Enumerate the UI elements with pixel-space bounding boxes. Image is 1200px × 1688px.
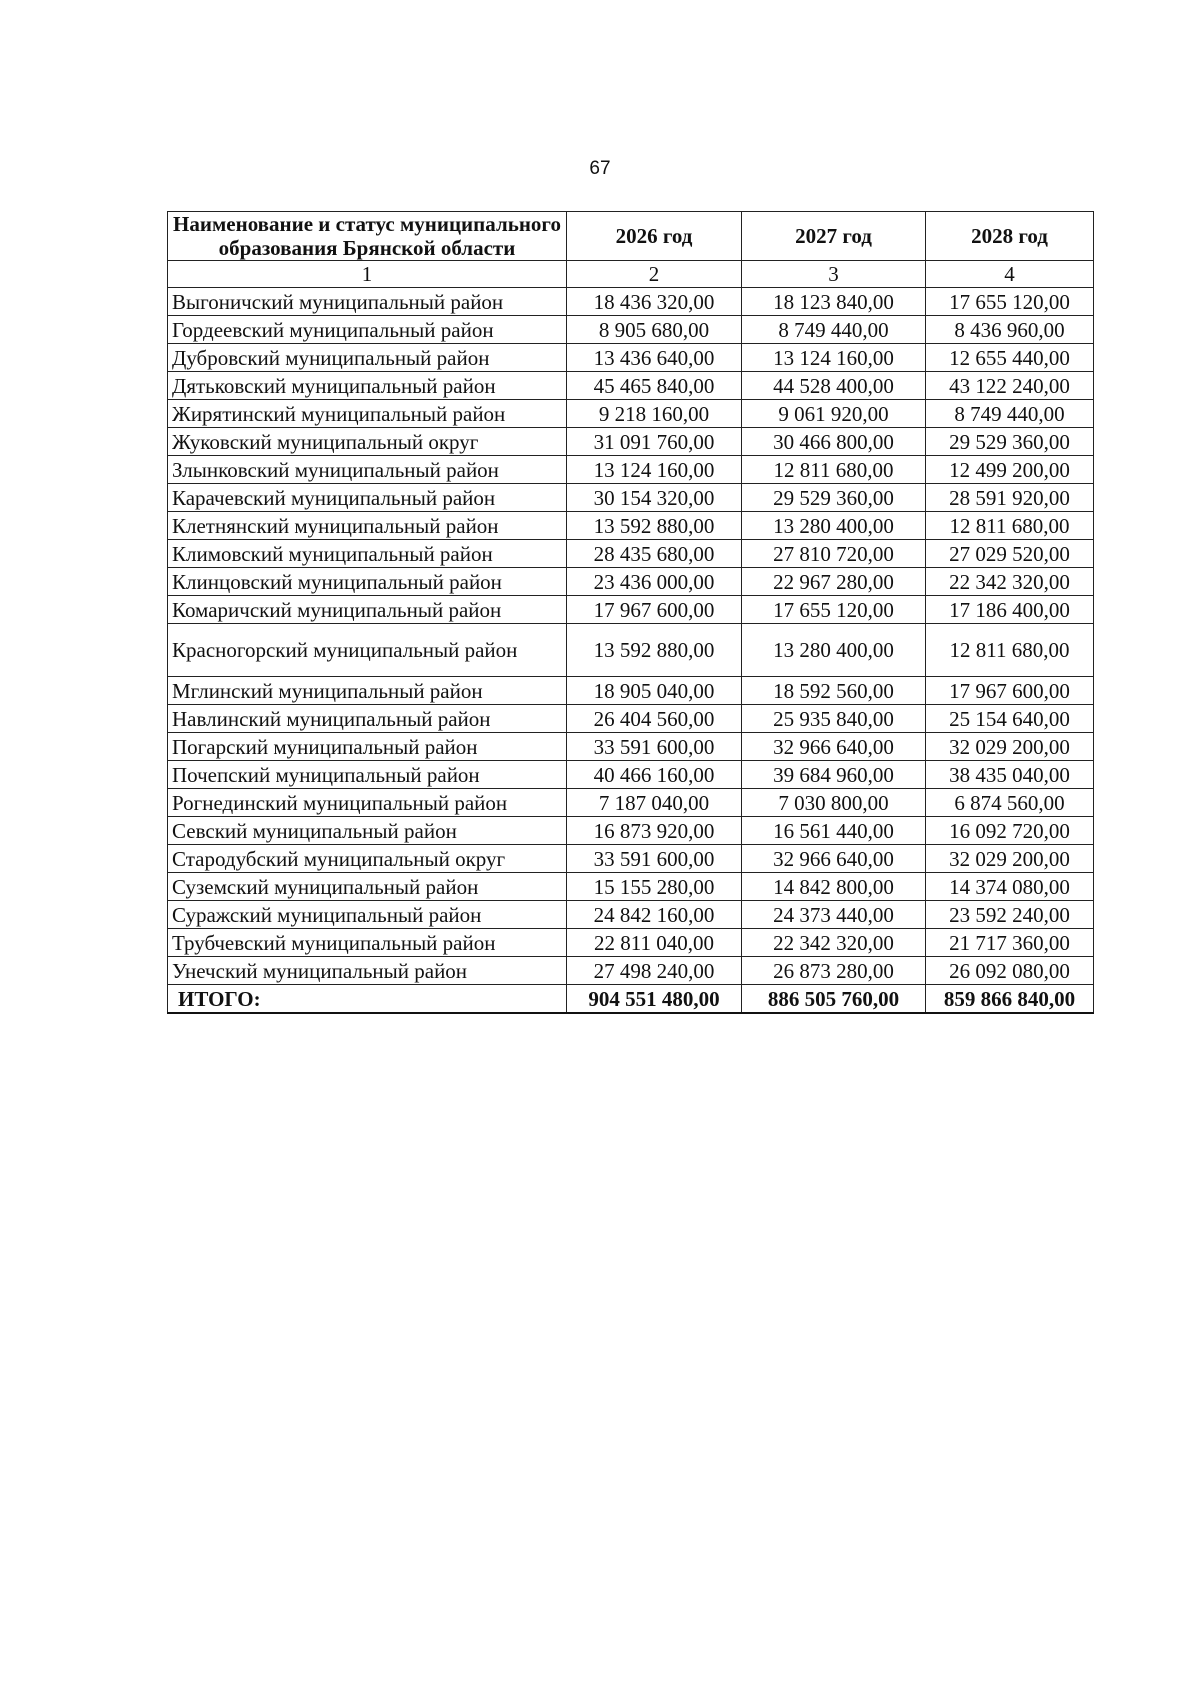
value-2027: 7 030 800,00	[742, 789, 926, 817]
municipality-name: Комаричский муниципальный район	[168, 596, 567, 624]
value-2028: 22 342 320,00	[926, 568, 1094, 596]
table-row	[168, 512, 1094, 540]
value-2026: 13 436 640,00	[567, 344, 742, 372]
value-2028: 12 655 440,00	[926, 344, 1094, 372]
column-number: 2	[567, 261, 742, 288]
value-2028: 14 374 080,00	[926, 873, 1094, 901]
value-2027: 16 561 440,00	[742, 817, 926, 845]
table-row	[168, 929, 1094, 957]
value-2028: 6 874 560,00	[926, 789, 1094, 817]
table-row	[168, 456, 1094, 484]
value-2026: 23 436 000,00	[567, 568, 742, 596]
value-2028: 12 499 200,00	[926, 456, 1094, 484]
value-2028: 23 592 240,00	[926, 901, 1094, 929]
value-2027: 22 342 320,00	[742, 929, 926, 957]
value-2028: 27 029 520,00	[926, 540, 1094, 568]
value-2026: 18 905 040,00	[567, 677, 742, 705]
value-2028: 12 811 680,00	[926, 512, 1094, 540]
municipality-name: Карачевский муниципальный район	[168, 484, 567, 512]
header-2026: 2026 год	[567, 212, 742, 261]
municipality-name: Суражский муниципальный район	[168, 901, 567, 929]
budget-table	[167, 211, 1094, 1014]
value-2028: 26 092 080,00	[926, 957, 1094, 985]
value-2028: 16 092 720,00	[926, 817, 1094, 845]
header-2027: 2027 год	[742, 212, 926, 261]
value-2027: 27 810 720,00	[742, 540, 926, 568]
table-row	[168, 901, 1094, 929]
value-2026: 33 591 600,00	[567, 733, 742, 761]
value-2026: 8 905 680,00	[567, 316, 742, 344]
value-2027: 13 280 400,00	[742, 624, 926, 677]
table-row	[168, 428, 1094, 456]
municipality-name: Почепский муниципальный район	[168, 761, 567, 789]
total-2028: 859 866 840,00	[926, 985, 1094, 1014]
municipality-name: Суземский муниципальный район	[168, 873, 567, 901]
value-2026: 16 873 920,00	[567, 817, 742, 845]
value-2026: 17 967 600,00	[567, 596, 742, 624]
table-row	[168, 596, 1094, 624]
value-2026: 13 124 160,00	[567, 456, 742, 484]
total-2027: 886 505 760,00	[742, 985, 926, 1014]
municipality-name: Клинцовский муниципальный район	[168, 568, 567, 596]
table-body	[168, 288, 1094, 985]
municipality-name: Жирятинский муниципальный район	[168, 400, 567, 428]
table-row	[168, 761, 1094, 789]
municipality-name: Дубровский муниципальный район	[168, 344, 567, 372]
value-2028: 8 436 960,00	[926, 316, 1094, 344]
value-2027: 25 935 840,00	[742, 705, 926, 733]
value-2026: 15 155 280,00	[567, 873, 742, 901]
header-row	[168, 212, 1094, 261]
value-2028: 8 749 440,00	[926, 400, 1094, 428]
value-2026: 26 404 560,00	[567, 705, 742, 733]
header-2028: 2028 год	[926, 212, 1094, 261]
table-row	[168, 789, 1094, 817]
table-row	[168, 484, 1094, 512]
municipality-name: Дятьковский муниципальный район	[168, 372, 567, 400]
table-row	[168, 677, 1094, 705]
municipality-name: Трубчевский муниципальный район	[168, 929, 567, 957]
table-row	[168, 733, 1094, 761]
table-row	[168, 624, 1094, 677]
value-2026: 9 218 160,00	[567, 400, 742, 428]
value-2026: 33 591 600,00	[567, 845, 742, 873]
value-2026: 31 091 760,00	[567, 428, 742, 456]
table-row	[168, 873, 1094, 901]
value-2027: 29 529 360,00	[742, 484, 926, 512]
value-2027: 44 528 400,00	[742, 372, 926, 400]
value-2028: 25 154 640,00	[926, 705, 1094, 733]
value-2028: 29 529 360,00	[926, 428, 1094, 456]
value-2027: 18 123 840,00	[742, 288, 926, 316]
municipality-name: Мглинский муниципальный район	[168, 677, 567, 705]
table-row	[168, 540, 1094, 568]
value-2027: 13 280 400,00	[742, 512, 926, 540]
value-2028: 32 029 200,00	[926, 733, 1094, 761]
value-2026: 7 187 040,00	[567, 789, 742, 817]
header-name: Наименование и статус муниципального образования Брянской области	[168, 212, 567, 261]
municipality-name: Севский муниципальный район	[168, 817, 567, 845]
column-number-row	[168, 261, 1094, 288]
table-row	[168, 400, 1094, 428]
column-number: 3	[742, 261, 926, 288]
table-row	[168, 288, 1094, 316]
value-2026: 27 498 240,00	[567, 957, 742, 985]
municipality-name: Жуковский муниципальный округ	[168, 428, 567, 456]
value-2027: 22 967 280,00	[742, 568, 926, 596]
column-number: 1	[168, 261, 567, 288]
table-row	[168, 316, 1094, 344]
value-2027: 24 373 440,00	[742, 901, 926, 929]
value-2027: 32 966 640,00	[742, 845, 926, 873]
value-2027: 26 873 280,00	[742, 957, 926, 985]
table-row	[168, 845, 1094, 873]
table-row	[168, 817, 1094, 845]
value-2028: 28 591 920,00	[926, 484, 1094, 512]
table-row	[168, 344, 1094, 372]
municipality-name: Рогнединский муниципальный район	[168, 789, 567, 817]
value-2027: 39 684 960,00	[742, 761, 926, 789]
value-2027: 14 842 800,00	[742, 873, 926, 901]
municipality-name: Выгоничский муниципальный район	[168, 288, 567, 316]
municipality-name: Погарский муниципальный район	[168, 733, 567, 761]
value-2027: 18 592 560,00	[742, 677, 926, 705]
municipality-name: Навлинский муниципальный район	[168, 705, 567, 733]
municipality-name: Стародубский муниципальный округ	[168, 845, 567, 873]
value-2027: 8 749 440,00	[742, 316, 926, 344]
municipality-name: Климовский муниципальный район	[168, 540, 567, 568]
value-2027: 9 061 920,00	[742, 400, 926, 428]
value-2026: 18 436 320,00	[567, 288, 742, 316]
column-number: 4	[926, 261, 1094, 288]
value-2026: 24 842 160,00	[567, 901, 742, 929]
value-2026: 40 466 160,00	[567, 761, 742, 789]
value-2027: 12 811 680,00	[742, 456, 926, 484]
municipality-name: Клетнянский муниципальный район	[168, 512, 567, 540]
value-2028: 12 811 680,00	[926, 624, 1094, 677]
table-row	[168, 372, 1094, 400]
value-2027: 30 466 800,00	[742, 428, 926, 456]
total-row	[168, 985, 1094, 1014]
table-row	[168, 705, 1094, 733]
value-2028: 17 186 400,00	[926, 596, 1094, 624]
value-2027: 13 124 160,00	[742, 344, 926, 372]
value-2028: 17 655 120,00	[926, 288, 1094, 316]
value-2026: 13 592 880,00	[567, 624, 742, 677]
page-number: 67	[589, 158, 611, 179]
municipality-name: Гордеевский муниципальный район	[168, 316, 567, 344]
value-2027: 17 655 120,00	[742, 596, 926, 624]
value-2028: 17 967 600,00	[926, 677, 1094, 705]
value-2026: 13 592 880,00	[567, 512, 742, 540]
value-2028: 21 717 360,00	[926, 929, 1094, 957]
table-row	[168, 568, 1094, 596]
value-2026: 28 435 680,00	[567, 540, 742, 568]
total-2026: 904 551 480,00	[567, 985, 742, 1014]
value-2028: 43 122 240,00	[926, 372, 1094, 400]
value-2026: 45 465 840,00	[567, 372, 742, 400]
value-2028: 32 029 200,00	[926, 845, 1094, 873]
total-label: ИТОГО:	[168, 985, 567, 1014]
value-2027: 32 966 640,00	[742, 733, 926, 761]
table-row	[168, 957, 1094, 985]
municipality-name: Красногорский муниципальный район	[168, 624, 567, 677]
value-2026: 22 811 040,00	[567, 929, 742, 957]
value-2028: 38 435 040,00	[926, 761, 1094, 789]
value-2026: 30 154 320,00	[567, 484, 742, 512]
municipality-name: Унечский муниципальный район	[168, 957, 567, 985]
municipality-name: Злынковский муниципальный район	[168, 456, 567, 484]
